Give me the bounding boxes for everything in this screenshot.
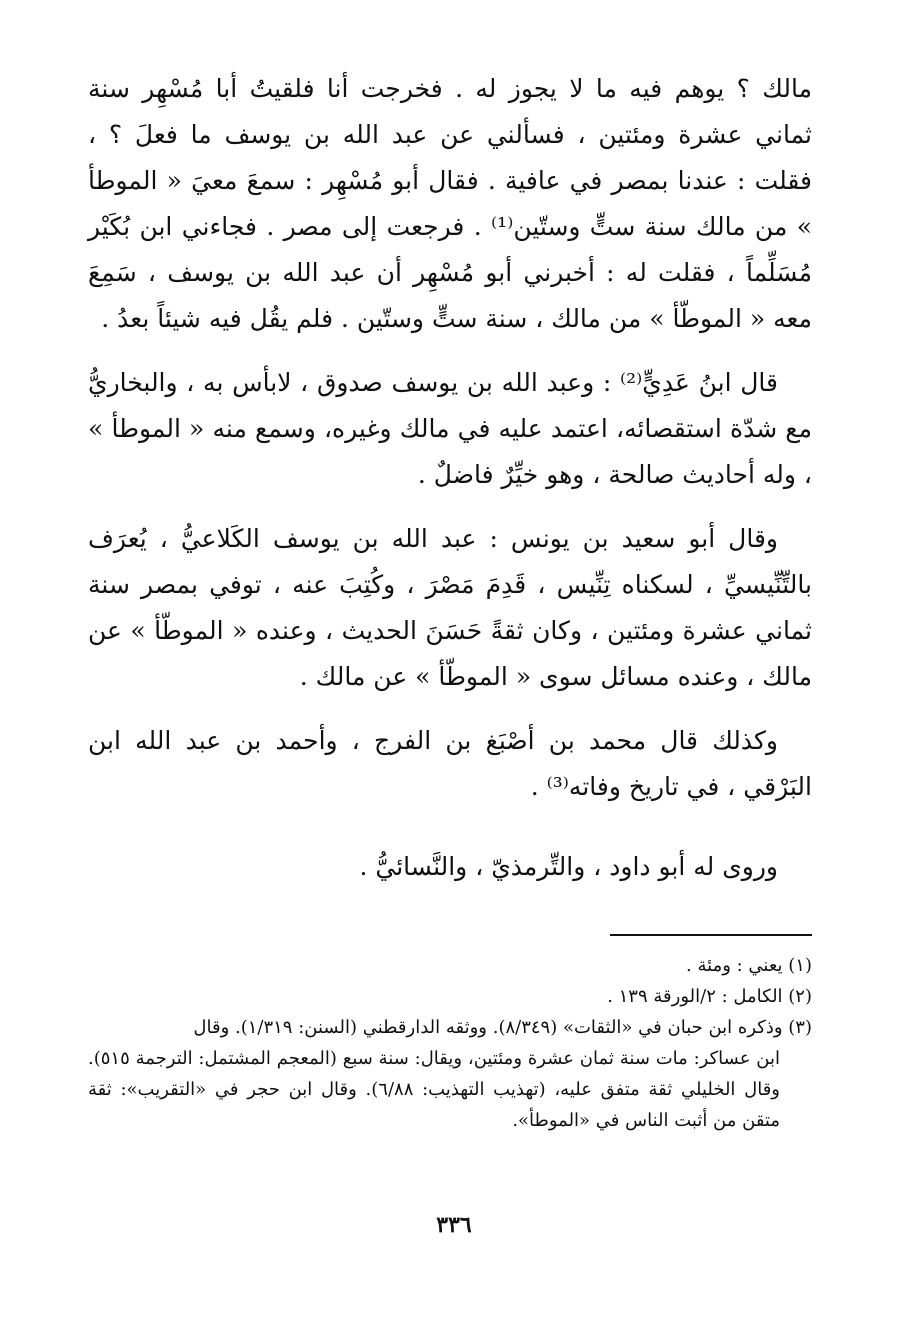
footnote-separator: [610, 934, 812, 936]
main-text: [88, 66, 812, 890]
paragraph-gap: [88, 700, 812, 718]
paragraph-4: وكذلك قال محمد بن أصْبَغ بن الفرج ، وأحمد بن عبد الله ابن البَرْقي ، في تاريخ وفاته⁽³⁾ .: [88, 726, 812, 801]
footnote-3-first-line: (٣) وذكره ابن حبان في «الثقات» (٨/٣٤٩). ووثقه الدارقطني (السنن: ١/٣١٩). وقال: [193, 1017, 812, 1038]
page-number: ٣٣٦: [436, 1212, 472, 1238]
paragraph-2: قال ابنُ عَدِيٍّ⁽²⁾ : وعبد الله بن يوسف صدوق ، لابأس به ، والبخاريُّ مع شدّة استقصائه، اعتمد عليه في مالك وغيره، وسمع منه « الموطأ » ، وله أحاديث صالحة ، وهو خيِّرٌ فاضلٌ .: [88, 368, 812, 489]
footnote-2: (٢) الكامل : ٢/الورقة ١٣٩ .: [607, 986, 812, 1007]
paragraph-gap: [88, 810, 812, 844]
footnotes: [88, 950, 812, 1136]
paragraph-gap: [88, 342, 812, 360]
paragraph-1: مالك ؟ يوهم فيه ما لا يجوز له . فخرجت أنا فلقيتُ أبا مُسْهِر سنة ثماني عشرة ومئتين ، فسألني عن عبد الله بن يوسف ما فعلَ ؟ ، فقلت : عندنا بمصر في عافية . فقال أبو مُسْهِر : سمعَ معيَ « الموطأ » من مالك سنة ستٍّ وستّين⁽¹⁾ . فرجعت إلى مصر . فجاءني ابن بُكَيْر مُسَلِّماً ، فقلت له : أخبرني أبو مُسْهِر أن عبد الله بن يوسف ، سَمِعَ معه « الموطّأ » من مالك ، سنة ستٍّ وستّين . فلم يقُل فيه شيئاً بعدُ .: [88, 74, 812, 333]
paragraph-5: وروى له أبو داود ، والتِّرمذيّ ، والنَّسائيُّ .: [359, 852, 778, 881]
footnote-1: (١) يعني : ومئة .: [686, 955, 812, 976]
paragraph-3: وقال أبو سعيد بن يونس : عبد الله بن يوسف الكَلاعيُّ ، يُعرَف بالتِّنِّيسيِّ ، لسكناه تِنِّيس ، قَدِمَ مَصْرَ ، وكُتِبَ عنه ، توفي بمصر سنة ثماني عشرة ومئتين ، وكان ثقةً حَسَنَ الحديث ، وعنده « الموطّأ » عن مالك ، وعنده مسائل سوى « الموطّأ » عن مالك .: [88, 524, 812, 691]
paragraph-gap: [88, 498, 812, 516]
footnote-3-continuation: ابن عساكر: مات سنة ثمان عشرة ومئتين، ويقال: سنة سبع (المعجم المشتمل: الترجمة ٥١٥). وقال الخليلي ثقة متفق عليه، (تهذيب التهذيب: ٦/٨٨). وقال ابن حجر في «التقريب»: ثقة متقن من أثبت الناس في «الموطأ».: [88, 1048, 780, 1131]
